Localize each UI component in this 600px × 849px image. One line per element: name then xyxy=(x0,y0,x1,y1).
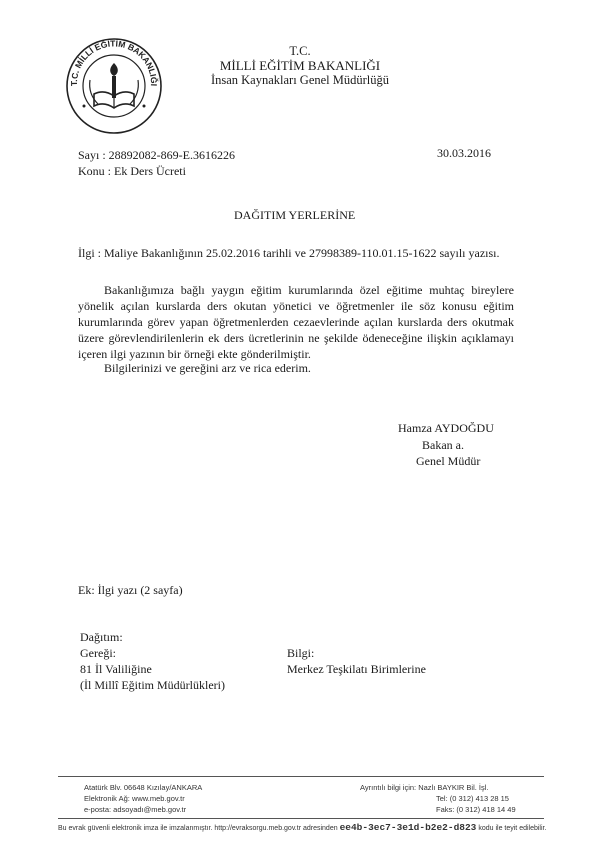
signatory-name: Hamza AYDOĞDU xyxy=(398,421,494,435)
footer-phone: Tel: (0 312) 413 28 15 xyxy=(436,794,509,803)
document-number: Sayı : 28892082-869-E.3616226 xyxy=(78,148,235,162)
footer-divider xyxy=(58,776,544,777)
document-date: 30.03.2016 xyxy=(437,146,491,160)
distribution-action-recipient-note: (İl Millî Eğitim Müdürlükleri) xyxy=(80,678,225,692)
verification-prefix: Bu evrak güvenli elektronik imza ile imzalanmıştır. http://evraksorgu.meb.gov.tr adresinden xyxy=(58,825,338,832)
verification-line xyxy=(58,822,546,834)
attachment-line: Ek: İlgi yazı (2 sayfa) xyxy=(78,583,183,597)
distribution-action-recipient: 81 İl Valiliğine xyxy=(80,662,152,676)
distribution-info-recipient: Merkez Teşkilatı Birimlerine xyxy=(287,662,426,676)
svg-text:T.C. MİLLİ EĞİTİM BAKANLIĞI: T.C. MİLLİ EĞİTİM BAKANLIĞI xyxy=(68,38,160,87)
verification-code: ee4b-3ec7-3e1d-b2e2-d823 xyxy=(339,822,477,833)
reference-line: İlgi : Maliye Bakanlığının 25.02.2016 tarihli ve 27998389-110.01.15-1622 sayılı yazısı. xyxy=(78,246,500,260)
document-subject: Konu : Ek Ders Ücreti xyxy=(78,164,186,178)
verification-suffix: kodu ile teyit edilebilir. xyxy=(478,825,547,832)
distribution-info-label: Bilgi: xyxy=(287,646,315,660)
header-tc: T.C. xyxy=(289,44,311,58)
footer-website: Elektronik Ağ: www.meb.gov.tr xyxy=(84,794,185,803)
header-ministry: MİLLİ EĞİTİM BAKANLIĞI xyxy=(219,58,381,73)
addressee-title: DAĞITIM YERLERİNE xyxy=(234,208,356,222)
ministry-seal-logo xyxy=(64,36,164,136)
footer-address: Atatürk Blv. 06648 Kızılay/ANKARA xyxy=(84,783,203,792)
signatory-title: Genel Müdür xyxy=(416,454,481,468)
verification-divider xyxy=(58,818,544,819)
footer-contact-person: Ayrıntılı bilgi için: Nazlı BAYKIR Bil. İşl. xyxy=(360,783,489,792)
footer-email: e-posta: adsoyadı@meb.gov.tr xyxy=(84,805,187,814)
closing-paragraph: Bilgilerinizi ve gereğini arz ve rica ederim. xyxy=(104,361,311,375)
distribution-action-label: Gereği: xyxy=(80,646,116,660)
distribution-heading: Dağıtım: xyxy=(80,630,123,644)
signatory-role: Bakan a. xyxy=(422,438,464,452)
header-department: İnsan Kaynakları Genel Müdürlüğü xyxy=(210,73,390,87)
body-paragraph: Bakanlığımıza bağlı yaygın eğitim kurumlarında özel eğitime muhtaç bireylere yönelik açılan kurslarda ders okutan yönetici ve öğretmenler ile söz konusu eğitim kurumlarında görev yapan öğretmenlerden cezaevlerinde açılan kurslarda ders okutmak üzere görevlendirilenlerin ek ders ücretlerinin ne şekilde ödeneceğine ilişkin açıklamayı içeren ilgi yazının bir örneği ekte gönderilmiştir. xyxy=(78,283,514,361)
footer-fax: Faks: (0 312) 418 14 49 xyxy=(436,805,516,814)
